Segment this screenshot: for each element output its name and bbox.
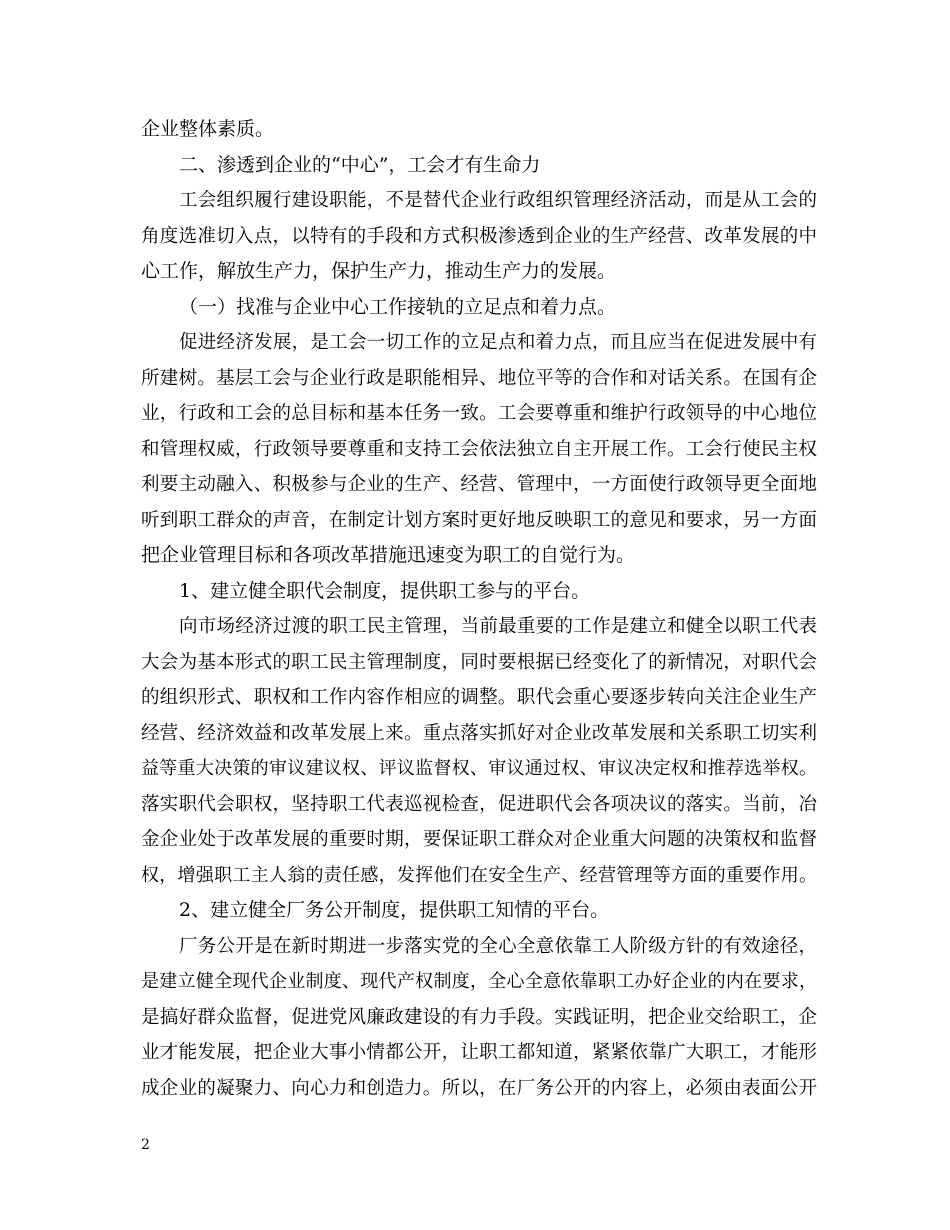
text-line: 把企业管理目标和各项改革措施迅速变为职工的自觉行为。 xyxy=(141,544,636,566)
text-line: 向市场经济过渡的职工民主管理，当前最重要的工作是建立和健全以职工代表 xyxy=(179,616,817,637)
text-line: 业，行政和工会的总目标和基本任务一致。工会要尊重和维护行政领导的中心地位 xyxy=(141,403,817,424)
text-line: 听到职工群众的声音，在制定计划方案时更好地反映职工的意见和要求，另一方面 xyxy=(141,509,817,531)
text-line: 利要主动融入、积极参与企业的生产、经营、管理中，一方面使行政领导更全面地 xyxy=(141,474,817,495)
text-line: 角度选准切入点，以特有的手段和方式积极渗透到企业的生产经营、改革发展的中 xyxy=(141,225,817,247)
subsection-heading: （一）找准与企业中心工作接轨的立足点和着力点。 xyxy=(179,295,617,318)
text-line: 心工作，解放生产力，保护生产力，推动生产力的发展。 xyxy=(141,260,617,282)
page-number: 2 xyxy=(141,1137,150,1153)
text-line: 大会为基本形式的职工民主管理制度，同时要根据已经变化了的新情况，对职代会 xyxy=(141,651,817,673)
text-line: 权，增强职工主人翁的责任感，发挥他们在安全生产、经营管理等方面的重要作用。 xyxy=(141,864,817,886)
document-page xyxy=(141,112,817,1106)
text-line: 是搞好群众监督，促进党风廉政建设的有力手段。实践证明，把企业交给职工，企 xyxy=(141,1006,817,1028)
text-line: 益等重大决策的审议建议权、评议监督权、审议通过权、审议决定权和推荐选举权。 xyxy=(141,758,817,779)
item-heading: 1、建立健全职代会制度，提供职工参与的平台。 xyxy=(179,579,591,602)
text-line: 企业整体素质。 xyxy=(141,118,275,140)
text-line: 厂务公开是在新时期进一步落实党的全心全意依靠工人阶级方针的有效途径， xyxy=(179,935,817,957)
section-heading: 二、渗透到企业的“中心”，工会才有生命力 xyxy=(179,153,541,176)
text-line: 金企业处于改革发展的重要时期，要保证职工群众对企业重大问题的决策权和监督 xyxy=(141,829,817,850)
text-line: 成企业的凝聚力、向心力和创造力。所以，在厂务公开的内容上，必须由表面公开 xyxy=(141,1077,817,1099)
text-line: 的组织形式、职权和工作内容作相应的调整。职代会重心要逐步转向关注企业生产 xyxy=(141,687,817,708)
text-line: 和管理权威，行政领导要尊重和支持工会依法独立自主开展工作。工会行使民主权 xyxy=(141,438,817,460)
text-line: 经营、经济效益和改革发展上来。重点落实抓好对企业改革发展和关系职工切实利 xyxy=(141,722,817,744)
text-line: 落实职代会职权，坚持职工代表巡视检查，促进职代会各项决议的落实。当前，冶 xyxy=(141,793,817,815)
text-line: 是建立健全现代企业制度、现代产权制度，全心全意依靠职工办好企业的内在要求， xyxy=(141,971,817,992)
text-line: 促进经济发展，是工会一切工作的立足点和着力点，而且应当在促进发展中有 xyxy=(179,332,817,353)
text-line: 所建树。基层工会与企业行政是职能相异、地位平等的合作和对话关系。在国有企 xyxy=(141,367,817,389)
text-line: 工会组织履行建设职能，不是替代企业行政组织管理经济活动，而是从工会的 xyxy=(179,190,817,211)
item-heading: 2、建立健全厂务公开制度，提供职工知情的平台。 xyxy=(179,899,610,921)
text-line: 业才能发展，把企业大事小情都公开，让职工都知道，紧紧依靠广大职工，才能形 xyxy=(141,1042,817,1063)
